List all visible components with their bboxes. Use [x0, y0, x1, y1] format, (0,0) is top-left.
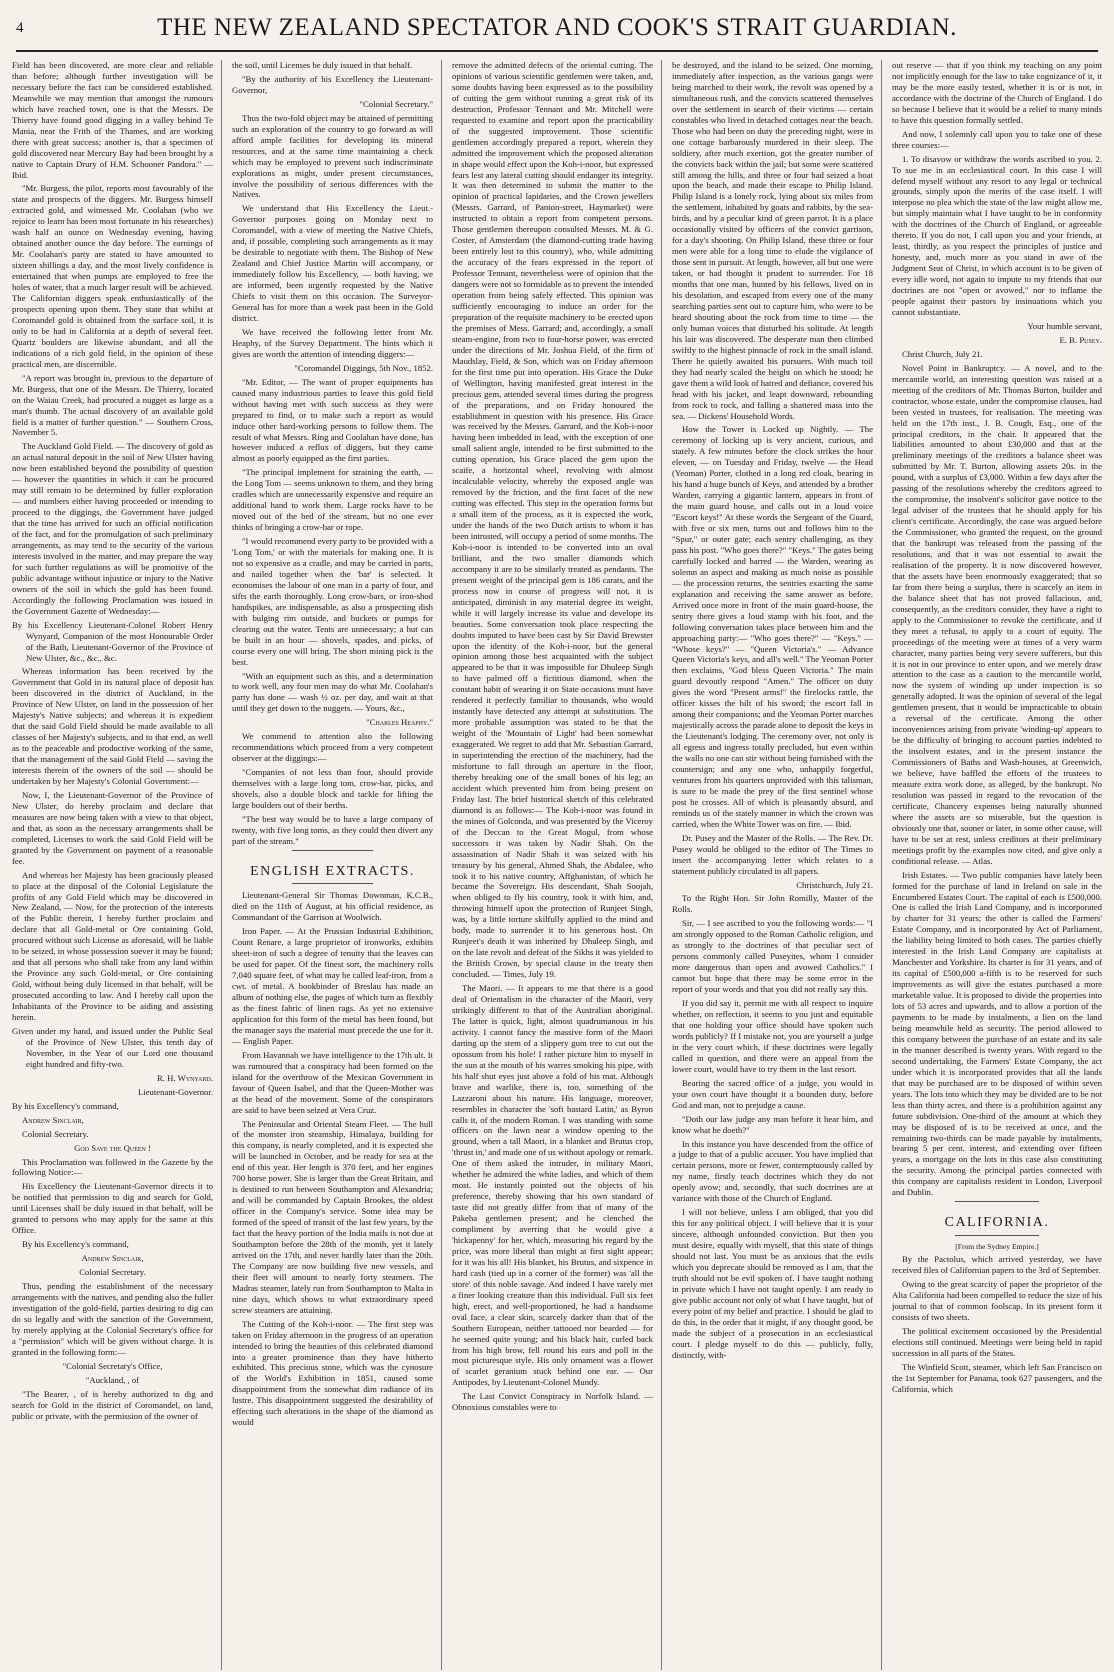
signature: "Colonial Secretary.": [359, 98, 433, 109]
article-paragraph: "Companies of not less than four, should provide themselves with a large long tom, crow-bar, picks, and shovels, also a double block and tackle for lifting the large boulders out of their berths.: [232, 767, 433, 810]
letter-dateline: "Coromandel Diggings, 5th Nov., 1852.: [294, 362, 433, 373]
article-paragraph: The political excitement occasioned by the Presidential elections still continued. Meetings were being held in rapid succession in all parts of the States.: [892, 1326, 1102, 1359]
article-paragraph: "Mr. Burgess, the pilot, reports most favourably of the state and prospects of the diggers. Mr. Burgess himself extracted gold, and witnessed Mr. Coolahan (who we rejoice to learn has been most fortunate in his researches) wash half an ounce on Wednesday evening, having obtained another ounce the day before. The earnings of Mr. Coolahan's party are stated to have amounted to sixteen shillings a day, and the most lively confidence is entertained that when pumps are employed to free the holes of water, that a much larger result will be achieved. The Californian diggers speak enthusiastically of the prospects opening upon them. They state that whilst at Coromandel gold is obtained from the surface soil, it is only to be had in California at a depth of several feet. Quartz boulders are likewise abundant, and all the indications of a rich gold field, in the opinion of these practical men, are discernible.: [12, 183, 213, 369]
article-paragraph: out reserve — that if you think my teaching on any point not implicitly enough for the law to take cognizance of it, it may be the more easily tested, whether it is or is not, in accordance with the doctrine of the Church of England. I do so because I believe that it would be a relief to many minds to have this question formally settled.: [892, 60, 1102, 125]
article-paragraph: The Maori. — It appears to me that there is a good deal of Orientalism in the character of the Maori, very strikingly different to that of the Australian aboriginal. The latter is quick, light, almost quadrumanous in his activity. I cannot fancy the massive form of the Maori darting up the stem of a slippery gum tree to cut out the opossum from his hole! I rather picture him to myself in the sun at the mouth of his warres smoking his pipe, with his half shut eyes just above a fold of his mat. Although brave and warlike, there is, too, something of the Lazzaroni about his nature. His language, moreover, resembles in character the 'soft bastard Latin,' as Byron calls it, of the modern Roman. I was standing with some officers on the lawn near a window opening to the ground, when a tall Maori, in a blanket and Brutus crop, 'thrust in,' and made one of us without apology or remark. One of them asked the intruder, in military Maori, whether he admired the white ladies, and which of them most. He instantly pointed out the objects of his preference, thereby showing that his own standard of taste did not greatly differ from that of many of the Pakeha gentlemen present; and he clenched the compliment by averring that he would give a 'hickapenny' for her, which, measuring his regard by the price, was more liberal than might at first sight appear; for it was his all! His blanket, his Brutus, and sixpence in hard cash (tied up in a corner of the former) was 'all the store' of this noble savage. And indeed I have rarely met a finer looking creature than this individual. Full six feet high, erect, and well-proportioned, he had a handsome oval face, a clear skin, scarcely darker than that of the Southern European, neither tattooed nor bearded — for he seemed quite young; and his black hair, curled back from his high brow, fell round his ears and poll in the most picturesque style. His only ornament was a flower of scarlet geranium stuck behind one ear. — Our Antipodes, by Lieutenant-Colonel Mundy.: [452, 983, 653, 1388]
column-4: [672, 60, 882, 1670]
article-paragraph: If you did say it, permit me with all respect to inquire whether, on reflection, it seems to you just and equitable that one holding your office should have spoken such words publicly? If I mistake not, you are yourself a judge in the very court which, if these doctrines were legally called in question, and there were an appeal from the lower court, would have to try them in the last resort.: [672, 998, 873, 1074]
article-paragraph: "The principal implement for straining the earth, — the Long Tom — seems unknown to them, and they bring cradles which are unnecessarily expensive and require an additional hand to work them. Large rocks have to be moved out of the bed of the stream, but no one ever thinks of bringing a crow-bar or rope.: [232, 467, 433, 533]
article-paragraph: By the Pactolus, which arrived yesterday, we have received files of Californian papers to the 3rd of September.: [892, 1254, 1102, 1276]
article-paragraph: the soil, until Licenses be duly issued in that behalf.: [232, 60, 413, 70]
column-3: [452, 60, 662, 1670]
article-paragraph: "Mr. Editor, — The want of proper equipments has caused many industrious parties to leave this gold field without having met with such success as they were prepared to find, or to make such a report as would induce other hard-working persons to follow them. The result of what Messrs. Ring and Coolahan have done, has however induced a reflux of diggers, but they came almost as poorly equipped as the first parties.: [232, 376, 433, 464]
article-paragraph: Sir, — I see ascribed to you the following words:— "I am strongly opposed to the Roman Catholic religion, and as strongly to the doctrines of that peculiar sect of persons commonly called Puseyites, whom I consider more dangerous than open and avowed Catholics." I cannot but hope that there may be some error in the report of your words and that you did not really say this.: [672, 918, 873, 995]
article-paragraph: How the Tower is Locked up Nightly. — The ceremony of locking up is very ancient, curious, and stately. A few minutes before the clock strikes the hour eleven, — on Tuesday and Friday, twelve — the Head (Yeoman) Porter, clothed in a long red cloak, bearing in his hand a huge bunch of Keys, and attended by a brother Warden, carrying a gigantic lantern, appears in front of the main guard house, and calls out in a loud voice "Escort keys!" At these words the Sergeant of the Guard, with five or six men, turns out and follows him to the "Spur," or outer gate; each sentry challenging, as they pass his post. "Who goes there?" "Keys." The gates being carefully locked and barred — the Warden, wearing as solemn an aspect and making as much noise as possible — the procession returns, the sentries exacting the same explanation and receiving the same answer as before. Arrived once more in front of the main guard-house, the sentry there gives a loud stamp with his foot, and the following conversation takes place between him and the approaching party:— "Who goes there?" — "Keys." — "Whose keys?" — "Queen Victoria's." — Advance Queen Victoria's keys, and all's well." The Yeoman Porter then exclaims, "God bless Queen Victoria." The main guard devoutly respond "Amen." The officer on duty gives the word "Present arms!" the firelocks rattle, the officer kisses the hilt of his sword; the escort fall in among their companions; and the Yeoman Porter marches majestically across the parade alone to deposit the keys in the Lieutenant's lodging. The ceremony over, not only is all egress and ingress totally precluded, but even within the walls no one can stir without being furnished with the countersign; and any one who, unhappily forgetful, ventures from his quarters unprovided with this talisman, is sure to be made the prey of the first sentinel whose post he crosses. All of which is pleasantly absurd, and reminds us of the stately manner in which the crown was carried, when the White Tower was on fire. — Ibid.: [672, 424, 873, 829]
article-paragraph: Bearing the sacred office of a judge, you would in your own court have thought it a bounden duty, before God and man, not to prejudge a cause.: [672, 1077, 873, 1110]
letter-dateline: Christ Church, July 21.: [902, 348, 983, 359]
column-1: [12, 60, 222, 1670]
signature-title: Colonial Secretary.: [79, 1267, 146, 1278]
signature: "Charles Heaphy.": [366, 717, 433, 728]
article-paragraph: "With an equipment such as this, and a determination to work well, any four men may do what Mr. Coolahan's party has done — wash ½ oz. per day, and wait at that until they get down to the nuggets. — Yours, &c.,: [232, 670, 433, 714]
article-paragraph: "Doth our law judge any man before it hear him, and know what he doeth?": [672, 1113, 873, 1135]
columns: [12, 60, 1102, 1670]
column-2: [232, 60, 442, 1670]
article-paragraph: "A report was brought in, previous to the departure of Mr. Burgess, that one of the Messrs. De Thierry, located on the Waiau Creek, had procured a nugget as large as a man's thumb. The actual discovery of an available gold field is a matter of further question." — Southern Cross, November 5.: [12, 372, 213, 438]
article-paragraph: By his Excellency's command,: [12, 1100, 119, 1111]
article-paragraph: Now, I, the Lieutenant-Governor of the Province of New Ulster, do hereby proclaim and declare that measures are now being taken with a view to that object, and that, as soon as the necessary arrangements shall be completed, Licenses to work the said Gold Field will be granted by the Government on payment of a reasonable fee.: [12, 789, 213, 866]
article-paragraph: The Auckland Gold Field. — The discovery of gold as an actual natural deposit in the soil of New Ulster having now been established beyond the possibility of question — however the quantities in which it can be procured may still remain to be determined by fuller exploration — and numbers either having proceeded or intending to proceed to the diggings, the Government have judged that the time has arrived for such an official notification of the fact, and for the promulgation of such preliminary arrangements, as may tend to the security of the various interests involved in the matter, and may prepare the way for such further regulations as will be promotive of the public advantage without injustice or injury to the Native owners of the soil in which the gold has been found. Accordingly the following Proclamation was issued in the Government Gazette of Wednesday:—: [12, 441, 213, 616]
article-paragraph: "The Bearer, , of is hereby authorized to dig and search for Gold in the district of Coromandel, on land, public or private, with the permission of the owner of: [12, 1388, 213, 1421]
signature-title: Lieutenant-Governor.: [137, 1086, 213, 1097]
section-heading-english-extracts: ENGLISH EXTRACTS.: [250, 863, 415, 879]
article-paragraph: His Excellency the Lieutenant-Governor directs it to be notified that permission to dig and search for Gold, until Licenses shall be duly issued in that behalf, will be granted to persons who may apply for the same at this Office.: [12, 1181, 213, 1236]
section-rule: [292, 850, 372, 851]
article-paragraph: remove the admitted defects of the oriental cutting. The opinions of various scientific gentlemen were taken, and, some doubts having been expressed as to the possibility of cutting the gem without running a great risk of its destruction, Professor Tennant and Mr. Mitchell were requested to examine and report upon the practicability of the suggested improvement. Those scientific gentlemen accordingly prepared a report, wherein they admitted the improvement which the proposed alteration in shape would effect upon the Koh-i-noor, but expressed fears lest any lateral cutting should endanger its integrity. It was then determined to submit the matter to the opinion of practical lapidaries, and the Crown jewellers (Messrs. Garrard, of Panton-street, Haymarket) were instructed to obtain a report from competent persons. Those gentlemen thereupon consulted Messrs. M. & G. Coster, of Amsterdam (the diamond-cutting trade having been entirely lost to this country), who, while admitting the accuracy of the fears expressed in the report of Professor Tennant, nevertheless were of opinion that the dangers were not so formidable as to prevent the intended operation from being safely effected. This opinion was sufficiently encouraging to induce an order for the preparation of the requisite machinery to be erected upon the premises of Mess. Garrard; and, accordingly, a small steam-engine, from two to four-horse power, was erected under the directions of Mr. Joshua Field, of the firm of Maudslay, Field, & Son, which was on Friday afternoon for the first time put into operation. His Grace the Duke of Wellington, having manifested great interest in the precious gem, attended several times during the progress of the preparations, and on Friday honoured the establishment in question with his presence. His Grace was received by the Messrs. Garrard, and the Koh-i-noor having been imbedded in lead, with the exception of one small salient angle, intended to be first submitted to the cutting operation, his Grace placed the gem upon the scaife, a horizontal wheel, revolving with almost incalculable velocity, whereby the exposed angle was removed by the friction, and the first facet of the new cutting was effected. This step in the operation forms but a small item of the process, as it is expected the work, under the hands of the two Dutch artists to whom it has been intrusted, will occupy a period of some months. The Koh-i-noor is intended to be converted into an oval brilliant, and the two smaller diamonds which accompany it are to be similarly treated as pendants. The present weight of the principal gem is 186 carats, and the process now in course of progress will not, it is anticipated, diminish in any material degree its weight, while it will largely increase its value and develope its beauties. Some conversation took place respecting the doubts imputed to have been cast by Sir David Brewster upon the identity of the Koh-i-noor, but the general opinion among those best acquainted with the subject appeared to be that it was impossible for Dhuleep Singh to have palmed off a fictitious diamond, when the constant habit of wearing it on State occasions must have rendered it perfectly familiar to thousands, who would instantly have detected any attempt at substitution. The more probable assumption was stated to be that the weight of the 'Mountain of Light' had been somewhat exaggerated. We regret to add that Mr. Sebastian Garrard, in superintending the erection of the machinery, had the misfortune to fall through an aperture in the floor, thereby breaking one of the small bones of his leg; an accident which prevented him from being present on Friday last. The brief historical sketch of this celebrated diamond is as follows:— The Koh-i-noor was found in the mines of Golconda, and was presented by the Viceroy of the Deccan to the Great Mogul, from whose successors it was taken by Nadir Shah. On the assassination of Nadir Shah it was seized with his treasury by his general, Ahmed Shah, the Abdalee, who took it to his native country, Affghanistan, of which he became the Sovereign. His descendant, Shah Soojah, when obliged to fly his country, took it with him, and, throwing himself upon the protection of Runjeet Singh, was, by a little torture skilfully applied to the mind and body, made to surrender it to his generous host. On Runjeet's death it was inherited by Dhuleep Singh, and on the late revolt and defeat of the Sikhs it was yielded to the British Crown, by special clause in the treaty then concluded. — Times, July 19.: [452, 60, 653, 980]
signature: R. H. Wynyard.: [157, 1072, 213, 1083]
article-paragraph: Owing to the great scarcity of paper the proprietor of the Alta California had been compelled to reduce the size of his journal to that of common foolscap. In its present form it consists of two sheets.: [892, 1279, 1102, 1323]
article-paragraph: In this instance you have descended from the office of a judge to that of a public accuser. You have implied that certain persons, more or fewer, contemptuously called by my name, firstly teach doctrines which they do not openly avow; and, secondly, that such doctrines are at variance with those of the Church of England.: [672, 1138, 873, 1204]
article-paragraph: This Proclamation was followed in the Gazette by the following Notice:—: [12, 1156, 213, 1178]
article-paragraph: From Havannah we have intelligence to the 17th ult. It was rumoured that a conspiracy had been formed on the island for the overthrow of the Mexican Government in favour of Queen Isabel, and that the Queen-Mother was at the head of the movement. Some of the conspirators are said to have been seized at Vera Cruz.: [232, 1049, 433, 1115]
proclamation-preamble: By his Excellency Lieutenant-Colonel Robert Henry Wynyard, Companion of the most Honourable Order of the Bath, Lieutenant-Governor of the Province of New Ulster, &c., &c., &c.: [12, 619, 213, 663]
article-paragraph: "I would recommend every party to be provided with a 'Long Tom,' or with the materials for making one. It is not so expensive as a cradle, and may be carried in parts, and nailed together when the 'bar' is selected. It economises the labour of one man in a party of four, and sifts the earth thoroughly. Long crow-bars, or iron-shod handspikes, are indispensable, as also a prospecting dish with bulging rim outside, and buckets or pumps for clearing out the water. Tents are unnecessary; a hut can be built in an hour — shovels, spades, and picks, of course every one will bring. The short mining pick is the best.: [232, 536, 433, 667]
page-number: 4: [16, 19, 24, 36]
column-5: [892, 60, 1102, 1670]
article-paragraph: And now, I solemnly call upon you to take one of these three courses:—: [892, 128, 1102, 150]
article-paragraph: And whereas her Majesty has been graciously pleased to place at the disposal of the Colonial Legislature the profits of any Gold Field which may be discovered in New Zealand, — Now, for the protection of the interests of the Public therein, I hereby further proclaim and declare that all Gold-metal or Ore containing Gold, procured without such License as aforesaid, will be liable to be seized, in whose possession soever it may be found; and that all persons who shall take from any land within the Province any such Gold-metal, or Ore containing Gold, without being duly licensed in that behalf, will be prosecuted according to law. And I hereby call upon the Inhabitants of the Province to be aiding and assisting herein.: [12, 869, 213, 1023]
article-paragraph: I will not believe, unless I am obliged, that you did this for any political object. I will believe that it is your sincere, although unfounded conviction. But then you must desire, equally with myself, that this state of things should not last. You must be as anxious that the evils which you deprecate should be removed as I am, that the truth should not be evil spoken of. I have taught nothing in private which I have not taught openly. I am ready to give public account not only of what I have taught, but of every point of my belief and practice. I should be glad to do this, in the order that it might, if any thought good, be made the subject of a prosecution in an ecclesiastical court. I pledge myself to do this — publicly, fully, distinctly, with-: [672, 1207, 873, 1360]
article-paragraph: The Cutting of the Koh-i-noor. — The first step was taken on Friday afternoon in the progress of an operation intended to bring the beauties of this celebrated diamond into a greater prominence than they have hitherto exhibited. This precious stone, which was the cynosure of the World's Exhibition in 1851, caused some disappointment from the somewhat dim radiance of its lustre. This disappointment suggested the desirability of effecting such alterations in the shape of the diamond as would: [232, 1318, 433, 1428]
article-paragraph: 1. To disavow or withdraw the words ascribed to you. 2. To sue me in an ecclesiastical court. In this case I will defend myself without any resort to any legal or technical grounds, simply upon the merits of the case itself. I will interpose no plea which the state of the law might allow me, but simply maintain what I have taught to be in conformity with the doctrines of the Church of England, or agreeable thereto. If you do not, I call upon you and your friends, at least, thirdly, as you respect the principles of justice and honesty, and, much more as you stand in awe of the Judgment Seat of Christ, in which account is to be given of every idle word, not again to impute to my friends that our doctrines are not "open or avowed," nor to inflame the people against their pastors by insinuations which you cannot substantiate.: [892, 153, 1102, 317]
article-paragraph: Iron Paper. — At the Prussian Industrial Exhibition, Count Renare, a large proprietor of ironworks, exhibits sheet-iron of such a degree of tenuity that the leaves can be used for paper. Of the finest sort, the machinery rolls 7,040 square feet, of what may be called leaf-iron, from a cwt. of metal. A bookbinder of Breslau has made an album of nothing else, the pages of which turn as flexibly as the finest fabric of linen rags. As yet no extensive application for this form of the metal has been found, but the manager says the material must precede the use for it. — English Paper.: [232, 926, 433, 1046]
letter-address: To the Right Hon. Sir John Romilly, Master of the Rolls.: [672, 893, 873, 915]
article-paragraph: We commend to attention also the following recommendations which proceed from a very competent observer at the diggings:—: [232, 731, 433, 764]
section-rule: [955, 1201, 1039, 1202]
article-paragraph: By his Excellency's command,: [22, 1239, 129, 1250]
article-paragraph: be destroyed, and the island to be seized. One morning, immediately after inspection, as the various gangs were being marched to their work, the revolt was opened by a simultaneous rush, and the convicts scattered themselves over the settlement in search of their victims — certain constables who lived in detached cottages near the beach. Those who had been on duty the preceding night, were in one cottage barbarously murdered in their sleep. The soldiery, after much exertion, got the greater number of the convicts back within the jail; but some were scattered still among the hills, and three or four had seized a boat upon the beach, and made their escape to Philip Island. Philip Island is a lonely rock, lying about six miles from the settlement, inhabited by goats and rabbits, by the sea-birds, and by a peculiar kind of green parrot. It is a place occasionally visited by officers of the convict garrison, for a day's shooting. On Philip Island, these three or four men were able for a long time to elude the vigilance of those sent in pursuit. At length, however, all but one were taken, or had thought it prudent to surrender. For 18 months that one man, hunted by his fellows, lived on in his desolation, and escaped from every one of the many searching parties sent out to capture him, who were to be heard shouting about the rock from time to time — the only human voices that disturbed his solitude. At length his lair was discovered. The desperate man then climbed swiftly to the highest pinnacle of rock in the small island. There he quietly awaited his pursuers. With much toil they had nearly scaled the height on which he stood; he gave them a wild look of hatred and defiance, covered his head with his jacket, and leapt downward, rebounding from rock to rock, and falling a shattered mass into the sea. — Dickens' Household Words.: [672, 60, 873, 421]
article-paragraph: Dr. Pusey and the Master of the Rolls. — The Rev. Dr. Pusey would be obliged to the editor of The Times to insert the accompanying letter which relates to a statement publicly circulated in all papers.: [672, 832, 873, 876]
section-heading-california: CALIFORNIA.: [944, 1215, 1050, 1231]
article-paragraph: Thus, pending the establishment of the necessary arrangements with the natives, and pending also the fuller investigation of the gold-field, parties desiring to dig can do so legally and with the sanction of the Government, by merely applying at the Colonial Secretary's office for a "permission" which will be given without charge. It is granted in the following form:—: [12, 1281, 213, 1357]
article-paragraph: "By the authority of his Excellency the Lieutenant-Governor,: [232, 73, 433, 95]
section-rule: [955, 1235, 1039, 1236]
article-paragraph: Novel Point in Bankruptcy. — A novel, and to the mercantile world, an interesting question was raised at a meeting of the creditors of Mr. Thomas Burton, builder and contractor, whose estate, under the compromise clauses, had been vested in trustees, for realisation. The meeting was held on the 17th inst., J. B. Cough, Esq., one of the principal creditors, in the chair. It appeared that the liabilities amounted to about £30,000 and that at the preliminary meetings of the creditors a balance sheet was submitted by Mr. T. Burton, allowing assets 20s. in the pound, with a surplus of £3,000. Within a few days after the passing of the resolutions whereby the creditors agreed to the compromise, the insolvent's solicitor gave notice to the legal adviser of the trustees that he should apply for his client's certificate. Accordingly, the case was argued before the Commissioner, who granted the request, on the ground that the bankrupt was released from the passing of the resolutions, and that it was not essential to await the realisation of the property. It is now discovered however, that the assets have been enormously exaggerated; that so far from there being a surplus, there is scarcely an item in the balance sheet that has not proved fallacious, and, consequently, as the creditors consider, they have a right to apply to the Commissioner to revoke the certificate, and if they meet a refusal, to apply to a court of equity. The proceedings of the meeting were at times of a very warm character, many parties being very severe sufferers, but this it is not in our province to enter upon, and we merely draw attention to the case as a caution to the mercantile world, now the system of winding up under inspection is so generally adopted. It was the opinion of several of the legal gentlemen present, that it would be impracticable to obtain a reversal of the certificate. Among the other inconveniences arising from private 'winding-up' appears to be the difficulty of bringing to account parties indebted to the insolvent estates, and in the present instance the Commissioners of Baths and Wash-houses, at Greenwich, we believe, have baffled the efforts of the trustees to measure extra work done, as alleged, by the bankrupt. No resolution was passed in regard to the revocation of the certificate, Chancery expenses being naturally shunned where the assets are so miserable, but the question is obviously one that, sooner or later, in some other cause, will have to be set at rest, unless creditors at their preliminary meetings profit by the examples now cited, and give only a conditional release. — Atlas.: [892, 362, 1102, 866]
article-paragraph: We understand that His Excellency the Lieut.-Governor purposes going on Monday next to Coromandel, with a view of meeting the Native Chiefs, and, if possible, completing such arrangements as it may be desirable to negotiate with them. The Bishop of New Zealand and Chief Justice Martin will accompany, or immediately follow his Excellency, — both having, we are informed, been urgently requested by the Native Chiefs to visit them on this occasion. The Surveyor-General has for more than a week past been in the Gold district.: [232, 203, 433, 323]
section-rule: [292, 883, 372, 884]
article-paragraph: We have received the following letter from Mr. Heaphy, of the Survey Department. The hints which it gives are worth the attention of intending diggers:—: [232, 326, 433, 359]
article-paragraph: The Winfield Scott, steamer, which left San Francisco on the 1st September for Panama, took 627 passengers, and the California, which: [892, 1361, 1102, 1394]
signature: Andrew Sinclair,: [22, 1114, 84, 1125]
signature: Andrew Sinclair,: [81, 1253, 144, 1264]
article-paragraph: The Last Convict Conspiracy in Norfolk Island. — Obnoxious constables were to: [452, 1391, 653, 1413]
signature-title: Colonial Secretary.: [22, 1128, 89, 1139]
form-line: "Auckland, , of: [85, 1374, 140, 1385]
letter-closing: Your humble servant,: [1027, 320, 1102, 331]
article-paragraph: Whereas information has been received by the Government that Gold in its natural place of deposit has been discovered in the district of Auckland, in the Province of New Ulster, on land in the possession of her Majesty's Native subjects; and whereas it is expedient that the said Gold Field should be made available to all classes of her Majesty's subjects, and to that end, as well as to the peaceable and productive working of the same, that the management of the said Gold Field — saving the interests therein of the owners of the soil — should be undertaken by her Majesty's Colonial Government:—: [12, 666, 213, 786]
form-line: "Colonial Secretary's Office,: [62, 1360, 163, 1371]
letter-dateline: Christchurch, July 21.: [796, 879, 873, 890]
article-paragraph: Field has been discovered, are more clear and reliable than before; although further investigation will be necessary before the fact can be considered established. Meanwhile we may mention that amongst the rumours which have reached town, one is that the Messrs. De Thierry have found good digging in a valley behind Te Mania, near the Frith of the Thames, and are working there with great success; another is, that a specimen of gold discovered near Mercury Bay had been brought by a native to Captain Drury of H.M. Schooner Pandora." — Ibid.: [12, 60, 213, 180]
god-save-the-queen: God Save the Queen !: [74, 1142, 151, 1153]
article-paragraph: Given under my hand, and issued under the Public Seal of the Province of New Ulster, this tenth day of November, in the Year of our Lord one thousand eight hundred and fifty-two.: [12, 1025, 213, 1069]
article-paragraph: Thus the two-fold object may be attained of permitting such an exploration of the country to go forward as will afford ample facilities for developing its mineral resources, and at the same time maintaining a check which may be employed to prevent such indiscriminate explorations as might, under present circumstances, involve the possibility of serious differences with the Natives.: [232, 112, 433, 200]
article-paragraph: Lieutenant-General Sir Thomas Downman, K.C.B., died on the 11th of August, at his official residence, as Commandant of the Garrison at Woolwich.: [232, 890, 433, 923]
article-paragraph: "The best way would be to have a large company of twenty, with five long toms, as they could then divert any part of the stream.": [232, 813, 433, 846]
signature: E. B. Pusey.: [1059, 334, 1102, 345]
article-paragraph: The Peninsular and Oriental Steam Fleet. — The hull of the monster iron steamship, Himalaya, building for this company, is nearly completed, and it is expected she will be launched in October, and be ready for sea at the end of this year. Her length is 370 feet, and her engines 700 horse power. She is larger than the Great Britain, and is destined to run between Southampton and Alexandria; and will be commanded by Captain Brookes, the oldest officer in the Company's service. Some idea may be formed of the speed of transit of the last few years, by the fact that the heavy portion of the India mails is not due at Southampton before the 28th of the month, yet it lately arrived on the 17th, and never hardly later than the 20th. The Company are now building five new vessels, and their fleet will amount to nearly forty steamers. The Madras steamer, lately run from Southampton to Malta in nine days, which shows to what extraordinary speed screw steamers are attaining.: [232, 1118, 433, 1315]
newspaper-title: THE NEW ZEALAND SPECTATOR AND COOK'S STRAIT GUARDIAN.: [157, 14, 957, 41]
article-paragraph: Irish Estates. — Two public companies have lately been formed for the purchase of land in Ireland on sale in the Encumbered Estates Court. The capital of each is £500,000. One is called the Irish Land Company, and is incorporated by charter for 31 years; the other is called the Farmers' Estate Company, and is incorporated by Act of Parliament, the liability being limited to both cases. The parties chiefly interested in the Irish Land Company are capitalists at Manchester and Yorkshire. Its charter is for 31 years, and of its capital of £500,000 a-fifth is to be reserved for such improvements as will give the estates purchased a more marketable value. It is proposed to divide the properties into lots of 53 acres and upwards, and to allow a portion of the payments to be made by instalments, a lien on the land being meanwhile held as security. The period allowed to this company between the purchase of an estate and its sale in the manner described is twenty years. With regard to the second undertaking, the Farmers' Estate Company, the act under which it is incorporated provides that all the lands that may be purchased are to be disposed of within seven years. The lots into which they may be divided are to be not less than thirty acres, and there is a prohibition against any future subdivision. One-third of the amount at which they may be disposed of is to be received at once, and the remaining two-thirds can be made payable by instalments, bearing 5 per cent. interest, and extending over fifteen years, a mortgage on the lots in this case also constituting the security. Among the principal parties connected with this company are capitalists resident in London, Liverpool and Dublin.: [892, 869, 1102, 1198]
masthead: [16, 6, 1098, 52]
source-credit: [From the Sydney Empire.]: [955, 1241, 1039, 1251]
